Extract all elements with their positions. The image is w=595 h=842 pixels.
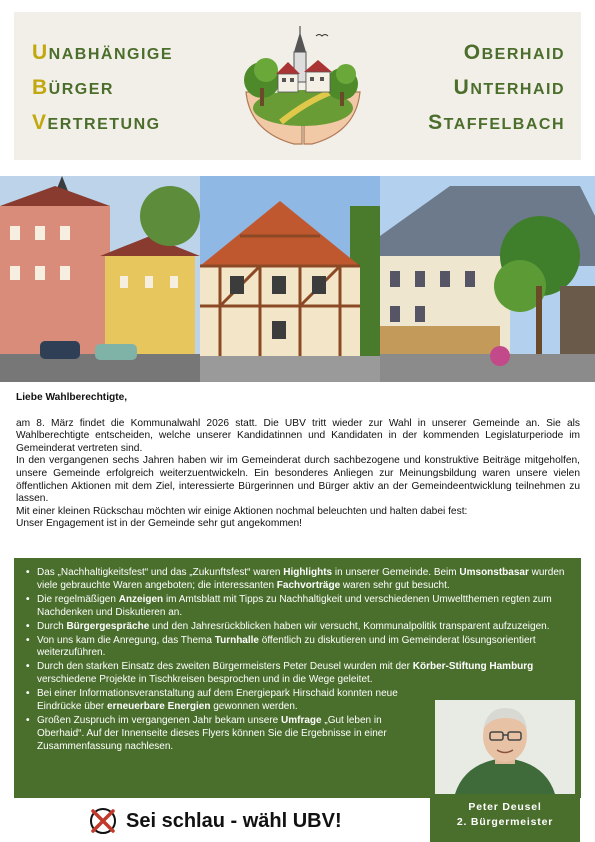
candidate-caption (430, 800, 580, 830)
letter-paragraph-2: In den vergangenen sechs Jahren haben wir im Gemeinderat durch sachbezogene und konstruktive Beiträge mitgeholfen, unsere Gemeinde erfolgreich weiterzuentwickeln. Ein besonderes Anliegen zur Meinungsbildung waren unsere vielen öffentlichen Aktionen mit dem Ziel, interessierte Bürgerinnen und Bürger aktiv an der Gemeindeentwicklung teilnehmen zu lassen. (16, 455, 580, 505)
candidate-name: Peter Deusel (468, 801, 542, 813)
slogan-text: Sei schlau - wähl UBV! (126, 809, 342, 832)
highlight-item-koerber: • Durch den starken Einsatz des zweiten Bürgermeisters Peter Deusel wurden mit der Körber-Stiftung Hamburg verschiedene Projekte in Tischkreisen besprochen und in die Wege geleitet. (24, 661, 571, 687)
highlight-item-survey: • Großen Zuspruch im vergangenen Jahr bekam unsere Umfrage „Gut leben in Oberhaid“. Auf der Innenseite dieses Flyers können Sie die Ergebnisse in einer Zusammenfassung nachlesen. (24, 715, 424, 754)
highlight-item-citizen-talks: • Durch Bürgergespräche und den Jahresrückblicken haben wir versucht, Kommunalpolitik transparent aufzuzeigen. (24, 621, 571, 634)
slogan (88, 806, 342, 836)
candidate-role: 2. Bürgermeister (456, 816, 554, 828)
org-name-line-3: VERTRETUNG (32, 111, 161, 134)
photo-oberhaid-street (0, 176, 200, 382)
person-portrait-icon (435, 700, 575, 794)
candidate-card (430, 700, 580, 842)
village-hands-logo-icon (236, 22, 370, 150)
letter-section (16, 392, 580, 531)
letter-paragraph-4: Unser Engagement ist in der Gemeinde sehr gut angekommen! (16, 518, 302, 530)
ballot-cross-icon (88, 806, 118, 836)
letter-paragraph-3: Mit einer kleinen Rückschau möchten wir einige Aktionen nochmal beleuchten und halten dabei fest: (16, 505, 468, 517)
letter-paragraph-1: am 8. März findet die Kommunalwahl 2026 statt. Die UBV tritt wieder zur Wahl in unserer Gemeinde an. Sie als Wahlberechtigte entscheiden, welche unserer Kandidatinnen und Kandidaten in der kommenden Legislaturperiode im Gemeinderat vertreten sind. (16, 417, 580, 454)
flyer-header (14, 12, 581, 160)
org-name-block (32, 36, 173, 141)
photo-staffelbach-house (380, 176, 595, 382)
highlight-item-festivals: • Das „Nachhaltigkeitsfest“ und das „Zukunftsfest“ waren Highlights in unserer Gemeinde. Beim Umsonstbasar wurden viele gebrauchte Waren angeboten; die interessanten Fachvorträge waren sehr gut besucht. (24, 567, 571, 593)
localities-block (428, 36, 565, 141)
photo-timber-frame-house (200, 176, 380, 382)
village-photo-strip (0, 176, 595, 382)
highlight-item-energy: • Bei einer Informationsveranstaltung auf dem Energiepark Hirschaid konnten neue Eindrücke über erneuerbare Energien gewonnen werden. (24, 688, 424, 714)
locality-staffelbach: STAFFELBACH (428, 111, 565, 134)
letter-greeting: Liebe Wahlberechtigte, (16, 392, 128, 403)
locality-oberhaid: OBERHAID (463, 41, 565, 64)
locality-unterhaid: UNTERHAID (453, 76, 565, 99)
candidate-portrait (435, 700, 575, 794)
highlight-item-ads: • Die regelmäßigen Anzeigen im Amtsblatt mit Tipps zu Nachhaltigkeit und verschiedenen Umweltthemen regten zum Nachdenken und Diskutieren an. (24, 594, 571, 620)
highlight-item-gym: • Von uns kam die Anregung, das Thema Turnhalle öffentlich zu diskutieren und im Gemeinderat lösungsorientiert weiterzuführen. (24, 635, 571, 661)
org-name-line-2: BÜRGER (32, 76, 114, 99)
org-name-line-1: UNABHÄNGIGE (32, 41, 174, 64)
